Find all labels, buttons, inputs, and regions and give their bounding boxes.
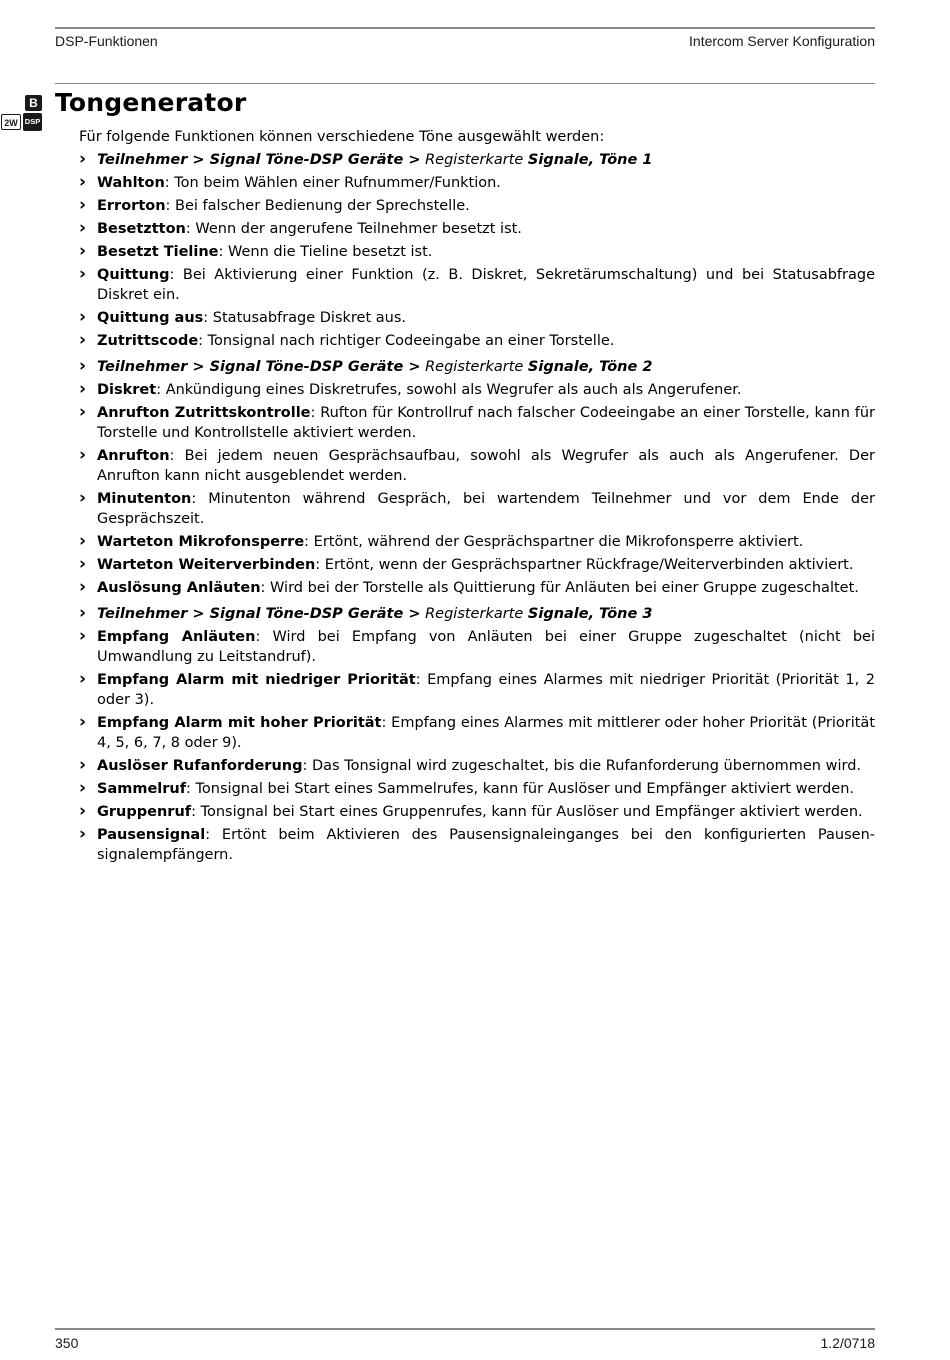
item-text: : Statusabfrage Diskret aus.: [203, 310, 407, 326]
menu-path-mid: Registerkarte: [425, 152, 524, 168]
item-term: Warteton Mikrofonsperre: [97, 534, 305, 550]
item-text: : Das Tonsignal wird zugeschaltet, bis die Rufanforderung übernommen wird.: [302, 758, 862, 774]
item-term: Sammelruf: [97, 781, 187, 797]
item-text: : Bei jedem neuen Gesprächsaufbau, sowohl als Wegrufer als auch als Angerufener. Der Anrufton kann nicht ausgeblendet werden.: [97, 448, 875, 484]
list-item: [79, 265, 875, 305]
main-content: [79, 127, 875, 868]
function-list: [79, 150, 875, 865]
item-term: Besetztton: [97, 221, 186, 237]
item-term: Auslöser Rufanforderung: [97, 758, 303, 774]
list-item: [79, 627, 875, 667]
item-text: : Tonsignal bei Start eines Sammelrufes, kann für Auslöser und Empfänger aktiviert werden.: [186, 781, 854, 797]
item-term: Auslösung Anläuten: [97, 580, 261, 596]
item-text: : Ankündigung eines Diskretrufes, sowohl als Wegrufer als auch als Angerufener.: [156, 382, 742, 398]
item-text: : Empfang eines Alarmes mit mittlerer oder hoher Priorität (Priorität 4, 5, 6, 7, 8 oder 9).: [97, 715, 876, 751]
item-text: : Tonsignal nach richtiger Codeeingabe an einer Torstelle.: [198, 333, 615, 349]
item-term: Anrufton: [97, 448, 170, 464]
doc-version: 1.2/0718: [820, 1335, 875, 1351]
menu-path-mid: Registerkarte: [425, 606, 524, 622]
section-path-1: [79, 150, 875, 170]
menu-path-tab: Signale, Töne 3: [527, 606, 653, 622]
header-right-text: Intercom Server Konfiguration: [689, 33, 875, 49]
list-item: [79, 196, 875, 216]
menu-path: Teilnehmer > Signal Töne-DSP Geräte >: [97, 152, 421, 168]
item-term: Errorton: [97, 198, 166, 214]
item-term: Anrufton Zutrittskontrolle: [97, 405, 311, 421]
list-item: [79, 446, 875, 486]
page-title: Tongenerator: [55, 88, 247, 117]
list-item: [79, 242, 875, 262]
section-path-2: [79, 357, 875, 377]
list-item: [79, 779, 875, 799]
item-term: Quittung aus: [97, 310, 204, 326]
footer-rule: [55, 1328, 875, 1330]
page-number: 350: [55, 1335, 79, 1351]
menu-path-tab: Signale, Töne 1: [527, 152, 653, 168]
list-item: [79, 380, 875, 400]
item-text: : Wird bei Empfang von Anläuten bei einer Gruppe zugeschaltet (nicht bei Umwandlung zu Leitstandruf).: [97, 629, 875, 665]
item-text: : Wenn die Tieline besetzt ist.: [218, 244, 433, 260]
list-item: [79, 670, 875, 710]
item-text: : Ertönt beim Aktivieren des Pausensignaleinganges bei den konfigurierten Pausensignalempfängern.: [97, 827, 875, 863]
list-item: [79, 555, 875, 575]
list-item: [79, 578, 875, 598]
item-text: : Rufton für Kontrollruf nach falscher Codeeingabe an einer Torstelle, kann für Torstelle und Kontrollstelle aktiviert werden.: [97, 405, 875, 441]
device-badges: [0, 95, 44, 135]
list-item: [79, 825, 875, 865]
item-text: : Ertönt, wenn der Gesprächspartner Rückfrage/Weiterverbinden aktiviert.: [315, 557, 854, 573]
header-bottom-rule: [55, 83, 875, 84]
item-text: : Ertönt, während der Gesprächspartner die Mikrofonsperre aktiviert.: [304, 534, 804, 550]
item-text: : Empfang eines Alarmes mit niedriger Priorität (Priorität 1, 2 oder 3).: [97, 672, 875, 708]
list-item: [79, 331, 875, 351]
item-text: : Wird bei der Torstelle als Quittierung für Anläuten bei einer Gruppe zugeschaltet.: [260, 580, 859, 596]
menu-path: Teilnehmer > Signal Töne-DSP Geräte >: [97, 606, 421, 622]
item-term: Minutenton: [97, 491, 192, 507]
item-term: Quittung: [97, 267, 170, 283]
list-item: [79, 489, 875, 529]
item-term: Diskret: [97, 382, 157, 398]
item-term: Empfang Anläuten: [97, 629, 256, 645]
two-wire-badge-icon: 2W: [1, 114, 21, 130]
item-term: Pausensignal: [97, 827, 206, 843]
item-term: Gruppenruf: [97, 804, 192, 820]
menu-path-mid: Registerkarte: [425, 359, 524, 375]
item-text: : Minutenton während Gespräch, bei wartendem Teilnehmer und vor dem Ende der Gesprächszeit.: [97, 491, 875, 527]
list-item: [79, 756, 875, 776]
item-term: Zutrittscode: [97, 333, 199, 349]
item-text: : Tonsignal bei Start eines Gruppenrufes, kann für Auslöser und Empfänger aktiviert werden.: [191, 804, 863, 820]
item-term: Wahlton: [97, 175, 165, 191]
item-term: Empfang Alarm mit niedriger Priorität: [97, 672, 416, 688]
intro-text: Für folgende Funktionen können verschiedene Töne ausgewählt werden:: [79, 129, 605, 145]
list-item: [79, 713, 875, 753]
list-item: [79, 802, 875, 822]
list-item: [79, 173, 875, 193]
item-text: : Bei falscher Bedienung der Sprechstelle.: [165, 198, 470, 214]
section-path-3: [79, 604, 875, 624]
list-item: [79, 219, 875, 239]
item-term: Besetzt Tieline: [97, 244, 219, 260]
header-left-text: DSP-Funktionen: [55, 33, 158, 49]
item-term: Empfang Alarm mit hoher Priorität: [97, 715, 382, 731]
menu-path: Teilnehmer > Signal Töne-DSP Geräte >: [97, 359, 421, 375]
b-badge-icon: B: [25, 95, 42, 111]
header-top-rule: [55, 27, 875, 29]
list-item: [79, 532, 875, 552]
item-text: : Wenn der angerufene Teilnehmer besetzt ist.: [185, 221, 522, 237]
item-text: : Ton beim Wählen einer Rufnummer/Funktion.: [164, 175, 501, 191]
item-term: Warteton Weiterverbinden: [97, 557, 316, 573]
list-item: [79, 308, 875, 328]
list-item: [79, 403, 875, 443]
menu-path-tab: Signale, Töne 2: [527, 359, 653, 375]
dsp-badge-icon: DSP: [23, 113, 42, 131]
item-text: : Bei Aktivierung einer Funktion (z. B. Diskret, Sekretärumschaltung) und bei Statusabfrage Diskret ein.: [97, 267, 875, 303]
